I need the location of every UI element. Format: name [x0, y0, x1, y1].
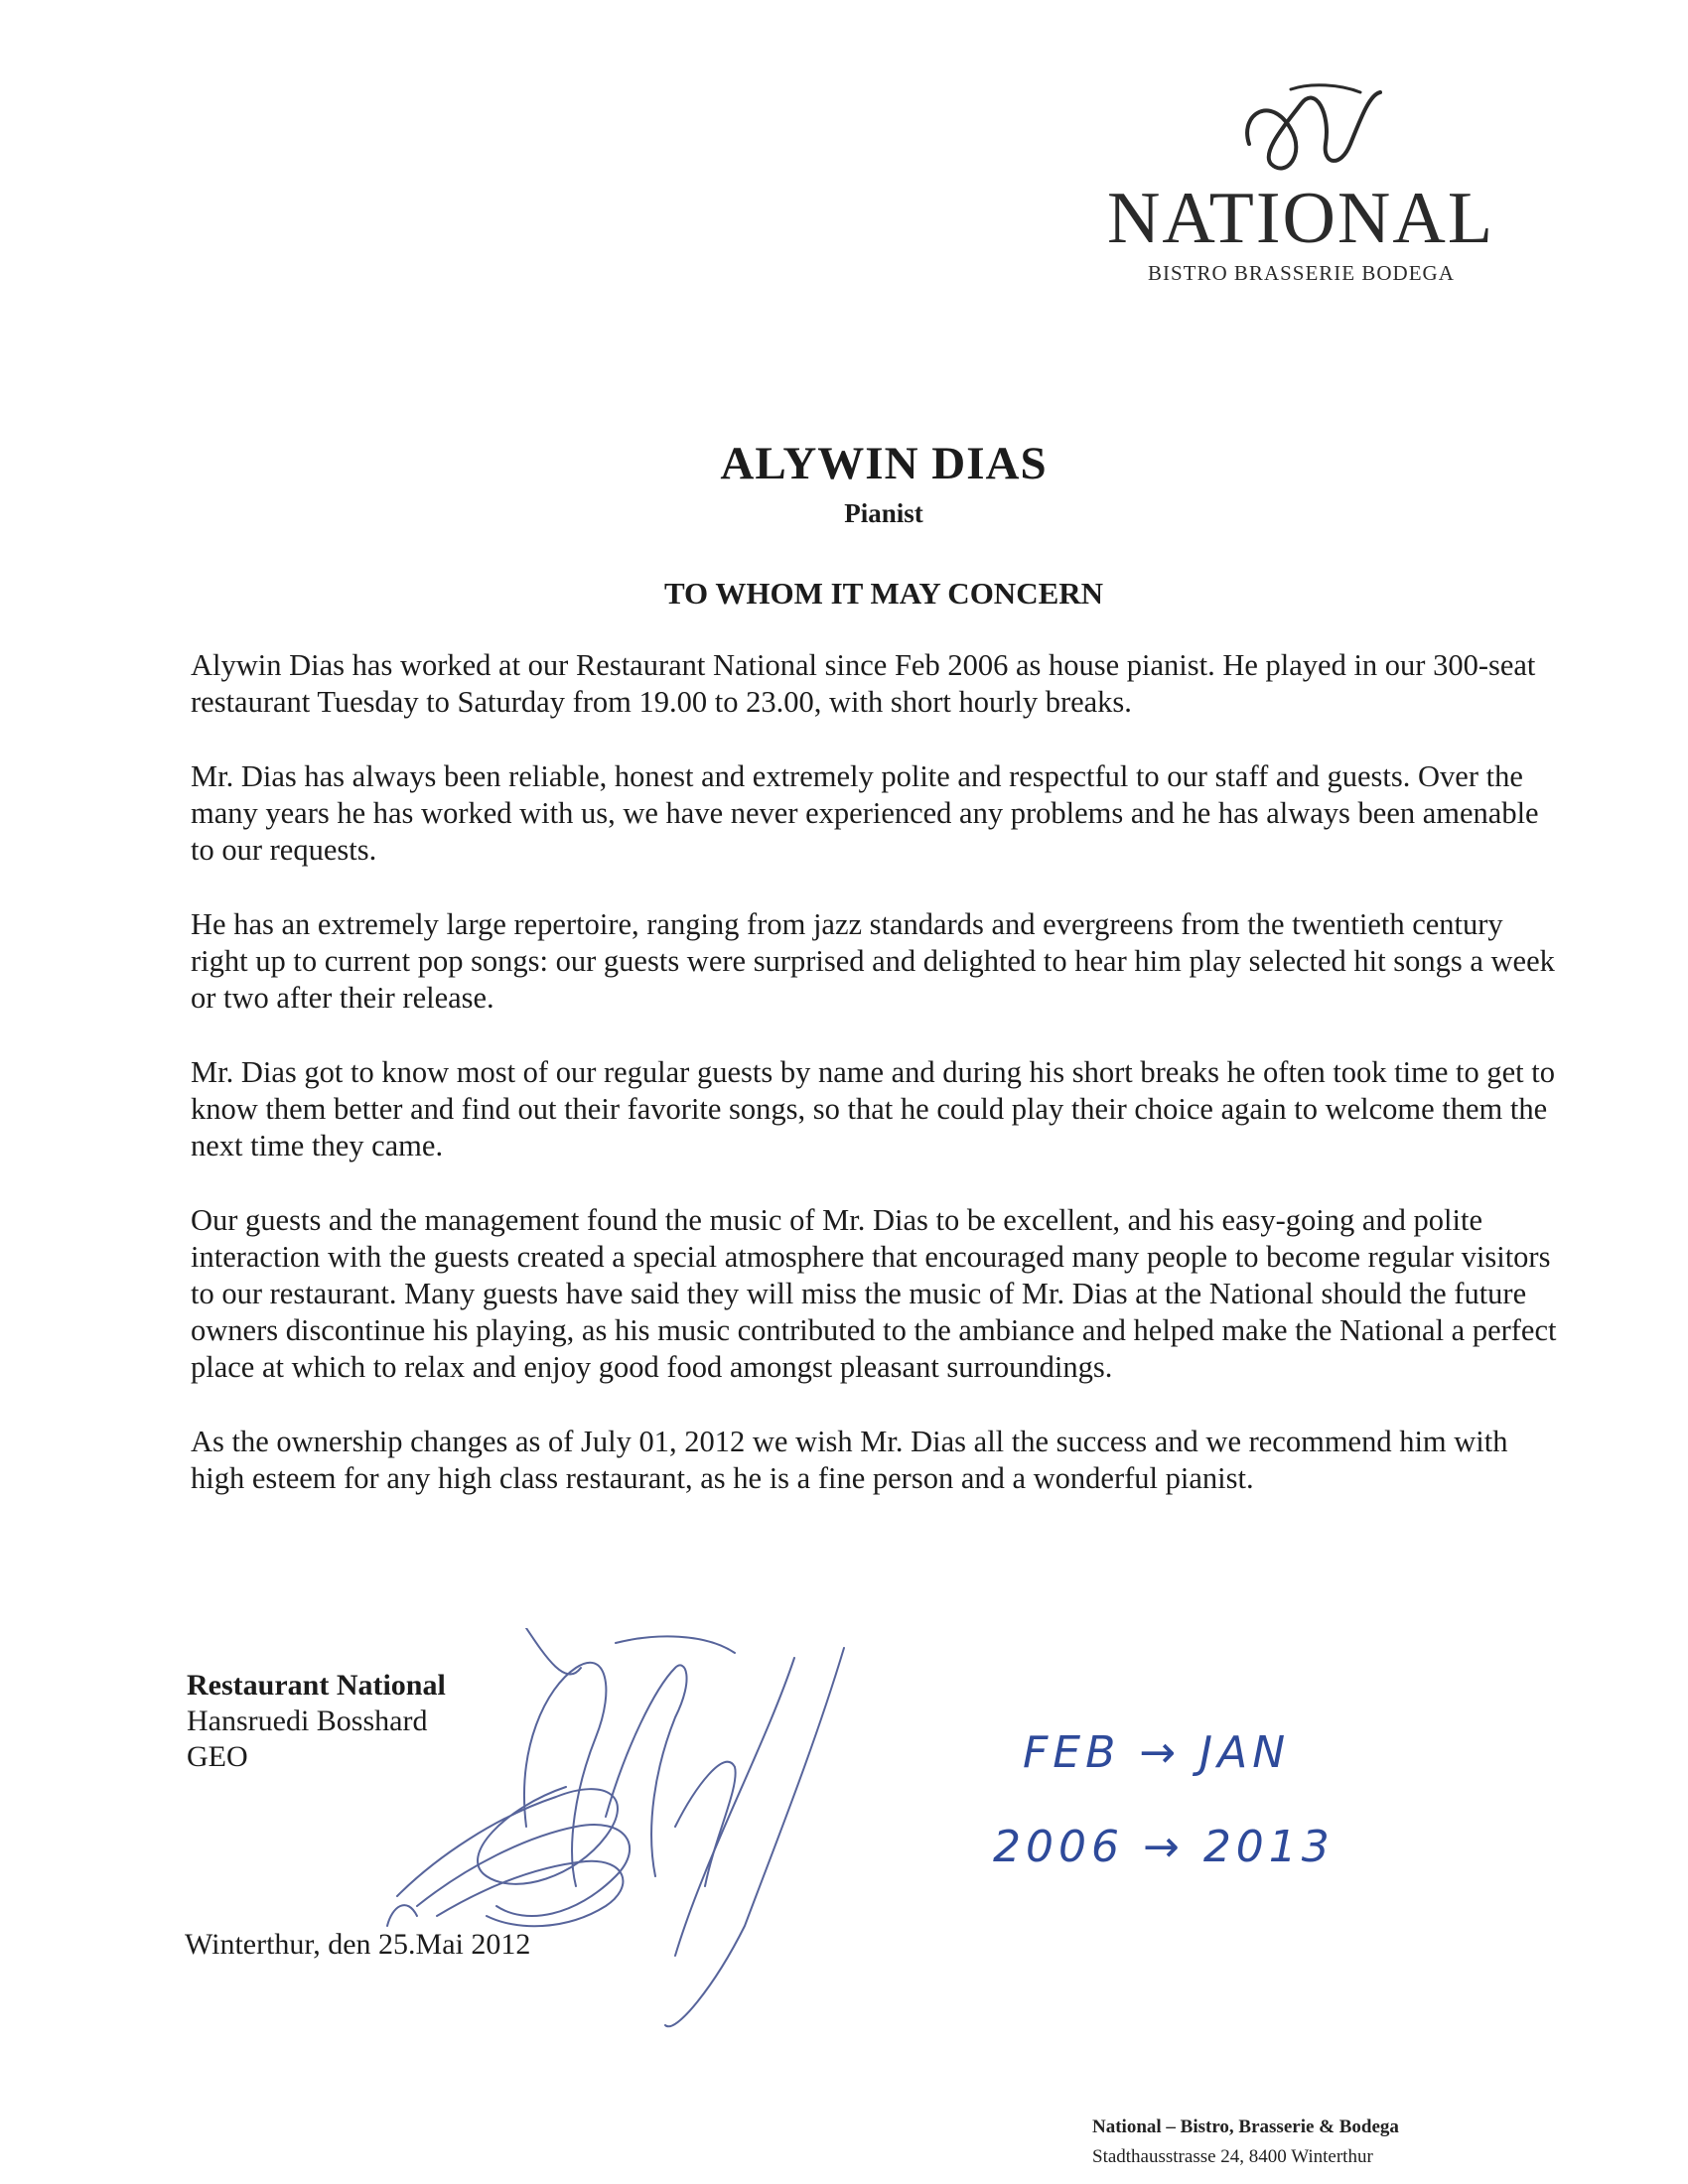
- letter-subject-role: Pianist: [844, 498, 923, 528]
- paragraph: Our guests and the management found the music of Mr. Dias to be excellent, and his easy-going and polite interaction with the guests created a special atmosphere that encouraged many people to become regular visitors to our restaurant. Many guests have said they will miss the music of Mr. Dias at the National should the future owners discontinue his playing, as his music contributed to the ambiance and helped make the National a perfect place at which to relax and enjoy good food amongst pleasant surroundings.: [191, 1203, 1557, 1384]
- handwritten-note-years: 2006 → 2013: [993, 1822, 1335, 1872]
- n-monogram-icon: [1231, 74, 1400, 184]
- letter-salutation: TO WHOM IT MAY CONCERN: [663, 576, 1104, 611]
- footer-business-name: National – Bistro, Brasserie & Bodega: [1092, 2116, 1399, 2137]
- paragraph: He has an extremely large repertoire, ranging from jazz standards and evergreens from the twentieth century right up to current pop songs: our guests were surprised and delighted to hear him play selected hit songs a week or two after their release.: [191, 907, 1555, 1015]
- footer-address: Stadthausstrasse 24, 8400 Winterthur: [1092, 2146, 1373, 2167]
- paragraph: Mr. Dias has always been reliable, honest and extremely polite and respectful to our staff and guests. Over the many years he has worked with us, we have never experienced any problems and he has always been amenable to our requests.: [191, 759, 1539, 867]
- logo-wordmark: NATIONAL: [1106, 178, 1495, 259]
- letter-subject-name: ALYWIN DIAS: [720, 438, 1048, 489]
- paragraph: Alywin Dias has worked at our Restaurant National since Feb 2006 as house pianist. He played in our 300-seat restaurant Tuesday to Saturday from 19.00 to 23.00, with short hourly breaks.: [191, 648, 1536, 719]
- letter-footer: [1092, 2113, 1399, 2172]
- signatory-organization: Restaurant National: [187, 1669, 446, 1702]
- signatory-name: Hansruedi Bosshard: [187, 1705, 428, 1737]
- paragraph: Mr. Dias got to know most of our regular guests by name and during his short breaks he often took time to get to know them better and find out their favorite songs, so that he could play their choice again to welcome them the next time they came.: [191, 1055, 1555, 1162]
- signatory-title: GEO: [187, 1740, 248, 1773]
- handwritten-signature: [377, 1628, 894, 2045]
- paragraph: As the ownership changes as of July 01, 2012 we wish Mr. Dias all the success and we recommend him with high esteem for any high class restaurant, as he is a fine person and a wonderful pianist.: [191, 1425, 1508, 1495]
- handwritten-note-months: FEB → JAN: [1023, 1727, 1291, 1778]
- place-and-date: Winterthur, den 25.Mai 2012: [185, 1928, 531, 1961]
- handwritten-note: [993, 1707, 1489, 1906]
- restaurant-logo: [1092, 74, 1509, 293]
- logo-tagline: BISTRO BRASSERIE BODEGA: [1148, 261, 1455, 285]
- letter-body: [191, 647, 1561, 1535]
